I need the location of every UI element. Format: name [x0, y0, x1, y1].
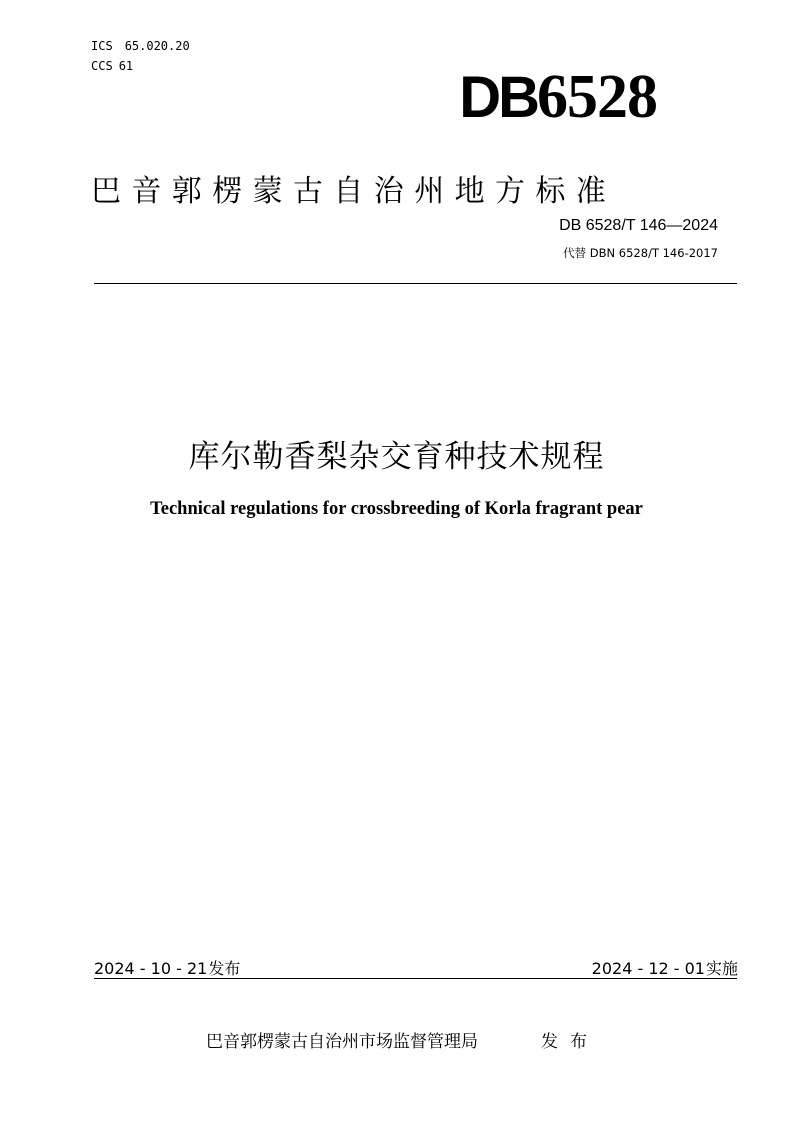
- implement-date-line: [592, 956, 738, 979]
- publish-date: 2024 - 10 - 21: [94, 959, 208, 978]
- title-english: Technical regulations for crossbreeding of Korla fragrant pear: [150, 499, 643, 519]
- issuer-action: 发布: [541, 1032, 599, 1052]
- ccs-line: [91, 59, 133, 73]
- top-divider: [94, 283, 737, 284]
- ccs-label: CCS: [91, 59, 113, 73]
- db-logo-code: 6528: [537, 63, 657, 131]
- publish-label: 发布: [208, 959, 241, 978]
- db-logo-prefix: DB: [459, 65, 537, 130]
- implement-date: 2024 - 12 - 01: [591, 959, 705, 978]
- standard-code: DB 6528/T 146—2024: [559, 217, 718, 234]
- ccs-value: 61: [118, 59, 134, 73]
- replaces-note: 代替 DBN 6528/T 146-2017: [563, 246, 718, 260]
- bottom-divider: [94, 978, 737, 979]
- implement-label: 实施: [705, 959, 738, 978]
- ics-value: 65.020.20: [124, 39, 190, 53]
- standard-name: 巴音郭楞蒙古自治州地方标准: [91, 174, 617, 209]
- db-logo: [459, 63, 657, 131]
- issuer-name: 巴音郭楞蒙古自治州市场监督管理局: [206, 1032, 478, 1052]
- ics-label: ICS: [91, 39, 113, 53]
- title-chinese: 库尔勒香梨杂交育种技术规程: [188, 439, 605, 475]
- publish-date-line: [94, 956, 240, 979]
- ics-line: [91, 39, 190, 53]
